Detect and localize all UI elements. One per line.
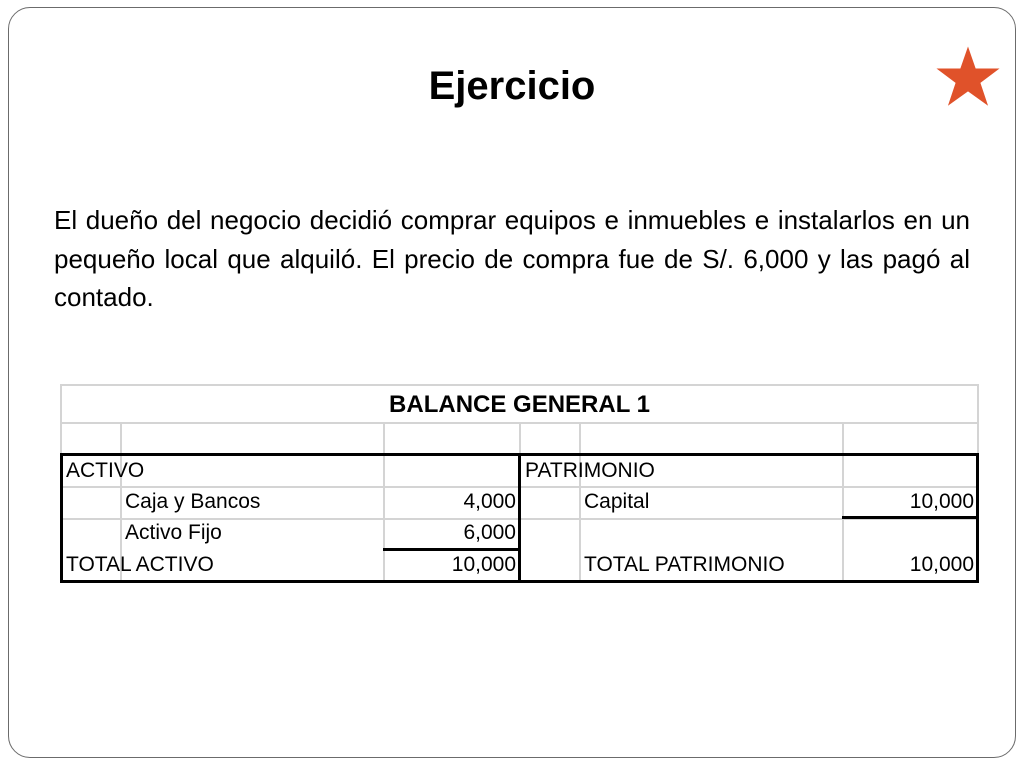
star-icon bbox=[934, 44, 1002, 108]
activo-row-value: 4,000 bbox=[463, 490, 516, 513]
patrimonio-row-value: 10,000 bbox=[909, 490, 974, 513]
slide-title: Ejercicio bbox=[428, 64, 596, 108]
patrimonio-header: PATRIMONIO bbox=[525, 459, 655, 482]
activo-header: ACTIVO bbox=[66, 459, 145, 482]
slide-frame bbox=[8, 7, 1016, 758]
total-activo-value: 10,000 bbox=[451, 553, 516, 576]
star-shape bbox=[935, 45, 1001, 107]
total-activo-label: TOTAL ACTIVO bbox=[66, 553, 214, 576]
patrimonio-row-label: Capital bbox=[584, 490, 650, 513]
exercise-paragraph: El dueño del negocio decidió comprar equipos e inmuebles e instalarlos en un pequeño local que alquiló. El precio de compra fue de S/. 6,000 y las pagó al contado. bbox=[54, 205, 970, 312]
activo-row-value: 6,000 bbox=[463, 521, 516, 544]
total-patrimonio-value: 10,000 bbox=[909, 553, 974, 576]
activo-row-label: Activo Fijo bbox=[125, 521, 222, 544]
total-patrimonio-label: TOTAL PATRIMONIO bbox=[584, 553, 785, 576]
balance-title: BALANCE GENERAL 1 bbox=[389, 391, 650, 418]
activo-row-label: Caja y Bancos bbox=[125, 490, 261, 513]
balance-sheet-table bbox=[60, 384, 979, 583]
